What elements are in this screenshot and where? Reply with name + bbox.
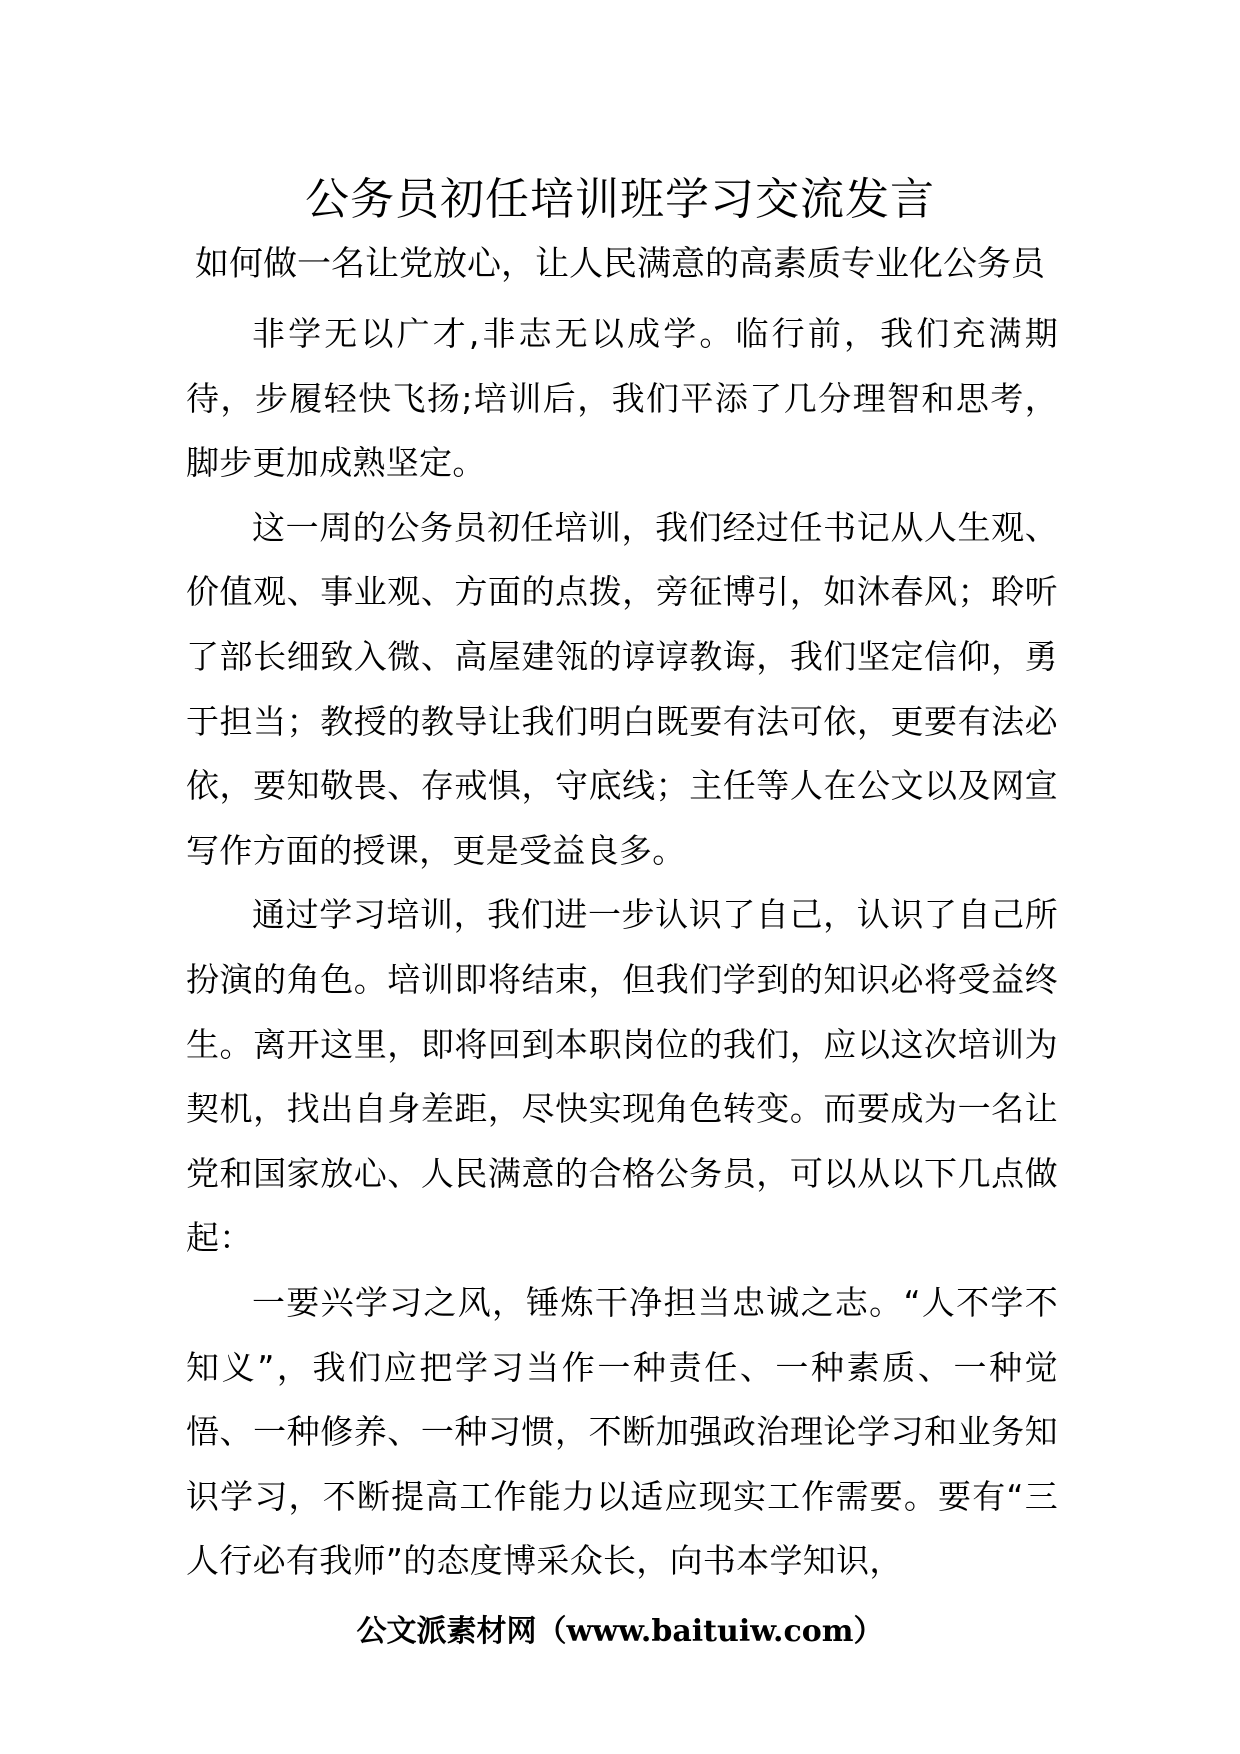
body-paragraph-3: 通过学习培训，我们进一步认识了自己，认识了自己所扮演的角色。培训即将结束，但我们学到的知识必将受益终生。离开这里，即将回到本职岗位的我们，应以这次培训为契机，找出自身差距，尽快实现角色转变。而要成为一名让党和国家放心、人民满意的合格公务员，可以从以下几点做起： — [186, 895, 1058, 1258]
page-footer-source: 公文派素材网（www.baituiw.com） — [356, 1614, 884, 1649]
body-paragraph-4: 一要兴学习之风，锤炼干净担当忠诚之志。“人不学不知义”，我们应把学习当作一种责任、一种素质、一种觉悟、一种修养、一种习惯，不断加强政治理论学习和业务知识学习，不断提高工作能力以适应现实工作需要。要有“三人行必有我师”的态度博采众长，向书本学知识， — [186, 1282, 1058, 1581]
document-title: 公务员初任培训班学习交流发言 — [305, 174, 935, 225]
document-subtitle: 如何做一名让党放心，让人民满意的高素质专业化公务员 — [195, 244, 1045, 284]
document-body — [186, 302, 1058, 1594]
body-paragraph-1: 非学无以广才,非志无以成学。临行前，我们充满期待，步履轻快飞扬;培训后，我们平添了几分理智和思考，脚步更加成熟坚定。 — [186, 314, 1058, 483]
body-paragraph-2: 这一周的公务员初任培训，我们经过任书记从人生观、价值观、事业观、方面的点拨，旁征博引，如沐春风；聆听了部长细致入微、高屋建瓴的谆谆教诲，我们坚定信仰，勇于担当；教授的教导让我们明白既要有法可依，更要有法必依，要知敬畏、存戒惧，守底线；主任等人在公文以及网宣写作方面的授课，更是受益良多。 — [186, 507, 1058, 870]
